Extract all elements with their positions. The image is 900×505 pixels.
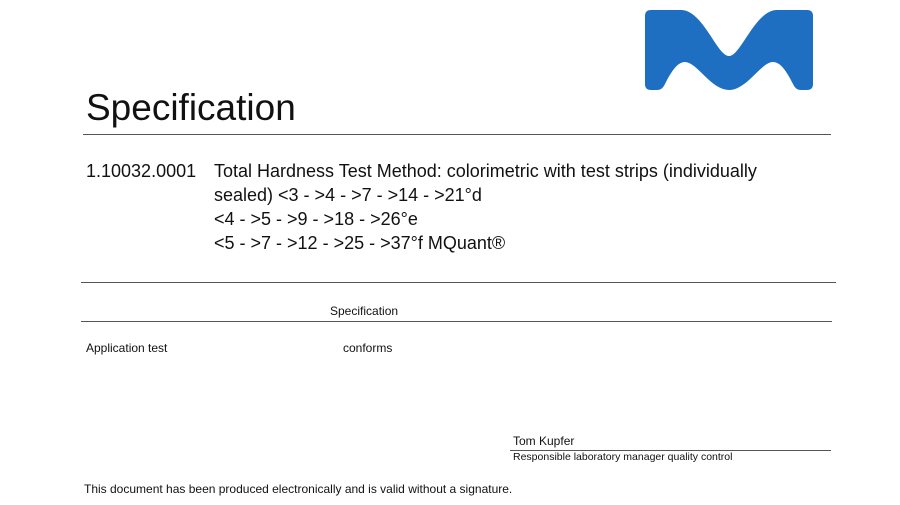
product-description-line: <4 - >5 - >9 - >18 - >26°e bbox=[214, 209, 418, 229]
table-header-divider bbox=[81, 321, 832, 322]
brand-m-logo-icon bbox=[645, 10, 813, 90]
specification-column-header: Specification bbox=[330, 304, 399, 318]
signer-name: Tom Kupfer bbox=[513, 434, 575, 448]
table-top-divider bbox=[81, 282, 836, 283]
product-description-line: <5 - >7 - >12 - >25 - >37°f MQuant® bbox=[214, 233, 506, 253]
footer-note: This document has been produced electronically and is valid without a signature. bbox=[84, 482, 513, 496]
brand-logo-icon bbox=[643, 8, 815, 92]
product-description bbox=[214, 159, 757, 255]
product-description-line: sealed) <3 - >4 - >7 - >14 - >21°d bbox=[214, 185, 482, 205]
product-description-line: Total Hardness Test Method: colorimetric with test strips (individually bbox=[214, 161, 757, 181]
test-result-cell: conforms bbox=[343, 341, 393, 355]
test-name-cell: Application test bbox=[86, 341, 168, 355]
signer-role: Responsible laboratory manager quality control bbox=[513, 451, 733, 463]
page-title: Specification bbox=[86, 87, 296, 128]
product-number: 1.10032.0001 bbox=[86, 161, 197, 181]
title-divider bbox=[83, 134, 831, 135]
